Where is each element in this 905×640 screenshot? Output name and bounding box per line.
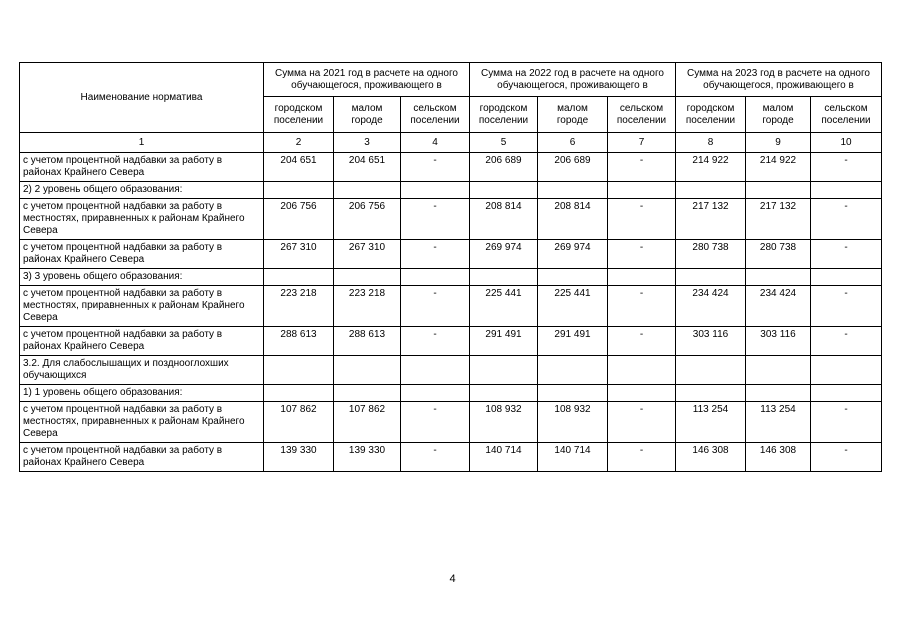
table-body — [20, 133, 882, 472]
value-cell: 225 441 — [538, 286, 608, 327]
value-cell: 267 310 — [264, 240, 334, 269]
value-cell — [608, 269, 676, 286]
value-cell: - — [608, 402, 676, 443]
sub-header-urban-2022: городском поселении — [470, 97, 538, 133]
value-cell: 139 330 — [264, 443, 334, 472]
value-cell: - — [608, 327, 676, 356]
value-cell — [676, 269, 746, 286]
value-cell: 113 254 — [746, 402, 811, 443]
value-cell: - — [608, 153, 676, 182]
value-cell: 206 756 — [264, 199, 334, 240]
normative-table — [19, 62, 882, 472]
value-cell: 217 132 — [746, 199, 811, 240]
value-cell: - — [811, 402, 882, 443]
sub-header-urban-2023: городском поселении — [676, 97, 746, 133]
row-name-cell: с учетом процентной надбавки за работу в районах Крайнего Севера — [20, 327, 264, 356]
value-cell: 291 491 — [470, 327, 538, 356]
column-number-cell: 2 — [264, 133, 334, 153]
value-cell: 223 218 — [264, 286, 334, 327]
value-cell — [401, 356, 470, 385]
value-cell: 223 218 — [334, 286, 401, 327]
sub-header-rural-2022: сельском поселении — [608, 97, 676, 133]
column-number-cell: 7 — [608, 133, 676, 153]
value-cell: 140 714 — [470, 443, 538, 472]
row-name-cell: 3) 3 уровень общего образования: — [20, 269, 264, 286]
table-row — [20, 240, 882, 269]
column-number-row — [20, 133, 882, 153]
row-name-cell: с учетом процентной надбавки за работу в районах Крайнего Севера — [20, 153, 264, 182]
value-cell — [264, 269, 334, 286]
value-cell — [746, 356, 811, 385]
value-cell: 269 974 — [538, 240, 608, 269]
value-cell: 146 308 — [746, 443, 811, 472]
column-number-cell: 8 — [676, 133, 746, 153]
column-number-cell: 10 — [811, 133, 882, 153]
value-cell — [676, 356, 746, 385]
value-cell: 146 308 — [676, 443, 746, 472]
value-cell: 214 922 — [676, 153, 746, 182]
table-row — [20, 153, 882, 182]
column-number-cell: 5 — [470, 133, 538, 153]
value-cell — [470, 182, 538, 199]
value-cell: 291 491 — [538, 327, 608, 356]
value-cell: - — [811, 199, 882, 240]
column-number-cell: 1 — [20, 133, 264, 153]
table-row — [20, 327, 882, 356]
value-cell — [264, 182, 334, 199]
table-row — [20, 269, 882, 286]
value-cell: 108 932 — [470, 402, 538, 443]
value-cell: - — [811, 443, 882, 472]
row-name-cell: с учетом процентной надбавки за работу в районах Крайнего Севера — [20, 443, 264, 472]
value-cell: 108 932 — [538, 402, 608, 443]
value-cell: 113 254 — [676, 402, 746, 443]
value-cell — [676, 182, 746, 199]
column-number-cell: 4 — [401, 133, 470, 153]
year-2021-header: Сумма на 2021 год в расчете на одного обучающегося, проживающего в — [264, 63, 470, 97]
value-cell: 204 651 — [264, 153, 334, 182]
value-cell: - — [608, 199, 676, 240]
value-cell: - — [608, 240, 676, 269]
column-number-cell: 3 — [334, 133, 401, 153]
value-cell: 280 738 — [746, 240, 811, 269]
table-row — [20, 443, 882, 472]
value-cell: - — [401, 199, 470, 240]
value-cell: - — [401, 153, 470, 182]
table-row — [20, 199, 882, 240]
value-cell: - — [401, 240, 470, 269]
row-name-cell: с учетом процентной надбавки за работу в местностях, приравненных к районам Крайнего Севера — [20, 402, 264, 443]
value-cell: 206 756 — [334, 199, 401, 240]
value-cell: - — [811, 286, 882, 327]
sub-header-small-town-2022: малом городе — [538, 97, 608, 133]
value-cell: 280 738 — [676, 240, 746, 269]
value-cell — [746, 182, 811, 199]
value-cell — [608, 182, 676, 199]
table-row — [20, 356, 882, 385]
value-cell — [676, 385, 746, 402]
value-cell: - — [608, 286, 676, 327]
sub-header-small-town-2021: малом городе — [334, 97, 401, 133]
value-cell: 269 974 — [470, 240, 538, 269]
value-cell: 234 424 — [746, 286, 811, 327]
value-cell: - — [401, 286, 470, 327]
page-number: 4 — [449, 573, 456, 585]
value-cell: 288 613 — [264, 327, 334, 356]
value-cell — [334, 269, 401, 286]
value-cell — [470, 385, 538, 402]
value-cell — [264, 356, 334, 385]
value-cell: 206 689 — [470, 153, 538, 182]
value-cell: 267 310 — [334, 240, 401, 269]
value-cell: - — [811, 153, 882, 182]
value-cell — [538, 182, 608, 199]
value-cell — [538, 385, 608, 402]
value-cell — [746, 269, 811, 286]
value-cell: - — [401, 327, 470, 356]
value-cell: 214 922 — [746, 153, 811, 182]
value-cell — [538, 356, 608, 385]
row-name-cell: 3.2. Для слабослышащих и позднооглохших обучающихся — [20, 356, 264, 385]
table-row — [20, 182, 882, 199]
value-cell: 208 814 — [470, 199, 538, 240]
value-cell — [811, 269, 882, 286]
value-cell: - — [811, 327, 882, 356]
sub-header-small-town-2023: малом городе — [746, 97, 811, 133]
value-cell: 208 814 — [538, 199, 608, 240]
value-cell: 140 714 — [538, 443, 608, 472]
value-cell: 107 862 — [334, 402, 401, 443]
value-cell: 225 441 — [470, 286, 538, 327]
value-cell: 206 689 — [538, 153, 608, 182]
value-cell — [334, 385, 401, 402]
column-number-cell: 9 — [746, 133, 811, 153]
value-cell — [470, 269, 538, 286]
value-cell — [811, 385, 882, 402]
value-cell — [334, 182, 401, 199]
value-cell — [401, 269, 470, 286]
value-cell: 234 424 — [676, 286, 746, 327]
value-cell — [811, 182, 882, 199]
table-row — [20, 402, 882, 443]
value-cell: 217 132 — [676, 199, 746, 240]
value-cell — [334, 356, 401, 385]
value-cell: - — [811, 240, 882, 269]
table-row — [20, 385, 882, 402]
year-2022-header: Сумма на 2022 год в расчете на одного обучающегося, проживающего в — [470, 63, 676, 97]
value-cell — [470, 356, 538, 385]
value-cell: - — [401, 443, 470, 472]
value-cell — [608, 385, 676, 402]
table-row — [20, 286, 882, 327]
value-cell: 139 330 — [334, 443, 401, 472]
value-cell — [264, 385, 334, 402]
row-name-cell: с учетом процентной надбавки за работу в местностях, приравненных к районам Крайнего Севера — [20, 199, 264, 240]
year-2023-header: Сумма на 2023 год в расчете на одного обучающегося, проживающего в — [676, 63, 882, 97]
value-cell: 107 862 — [264, 402, 334, 443]
value-cell — [811, 356, 882, 385]
row-name-cell: 2) 2 уровень общего образования: — [20, 182, 264, 199]
row-name-cell: с учетом процентной надбавки за работу в местностях, приравненных к районам Крайнего Севера — [20, 286, 264, 327]
value-cell: - — [608, 443, 676, 472]
value-cell: 303 116 — [746, 327, 811, 356]
sub-header-rural-2023: сельском поселении — [811, 97, 882, 133]
value-cell: 288 613 — [334, 327, 401, 356]
sub-header-rural-2021: сельском поселении — [401, 97, 470, 133]
value-cell — [608, 356, 676, 385]
sub-header-urban-2021: городском поселении — [264, 97, 334, 133]
value-cell — [538, 269, 608, 286]
value-cell — [401, 385, 470, 402]
row-name-cell: с учетом процентной надбавки за работу в районах Крайнего Севера — [20, 240, 264, 269]
row-name-cell: 1) 1 уровень общего образования: — [20, 385, 264, 402]
value-cell: 303 116 — [676, 327, 746, 356]
name-column-header: Наименование норматива — [20, 63, 264, 133]
value-cell — [746, 385, 811, 402]
value-cell: 204 651 — [334, 153, 401, 182]
value-cell: - — [401, 402, 470, 443]
value-cell — [401, 182, 470, 199]
column-number-cell: 6 — [538, 133, 608, 153]
